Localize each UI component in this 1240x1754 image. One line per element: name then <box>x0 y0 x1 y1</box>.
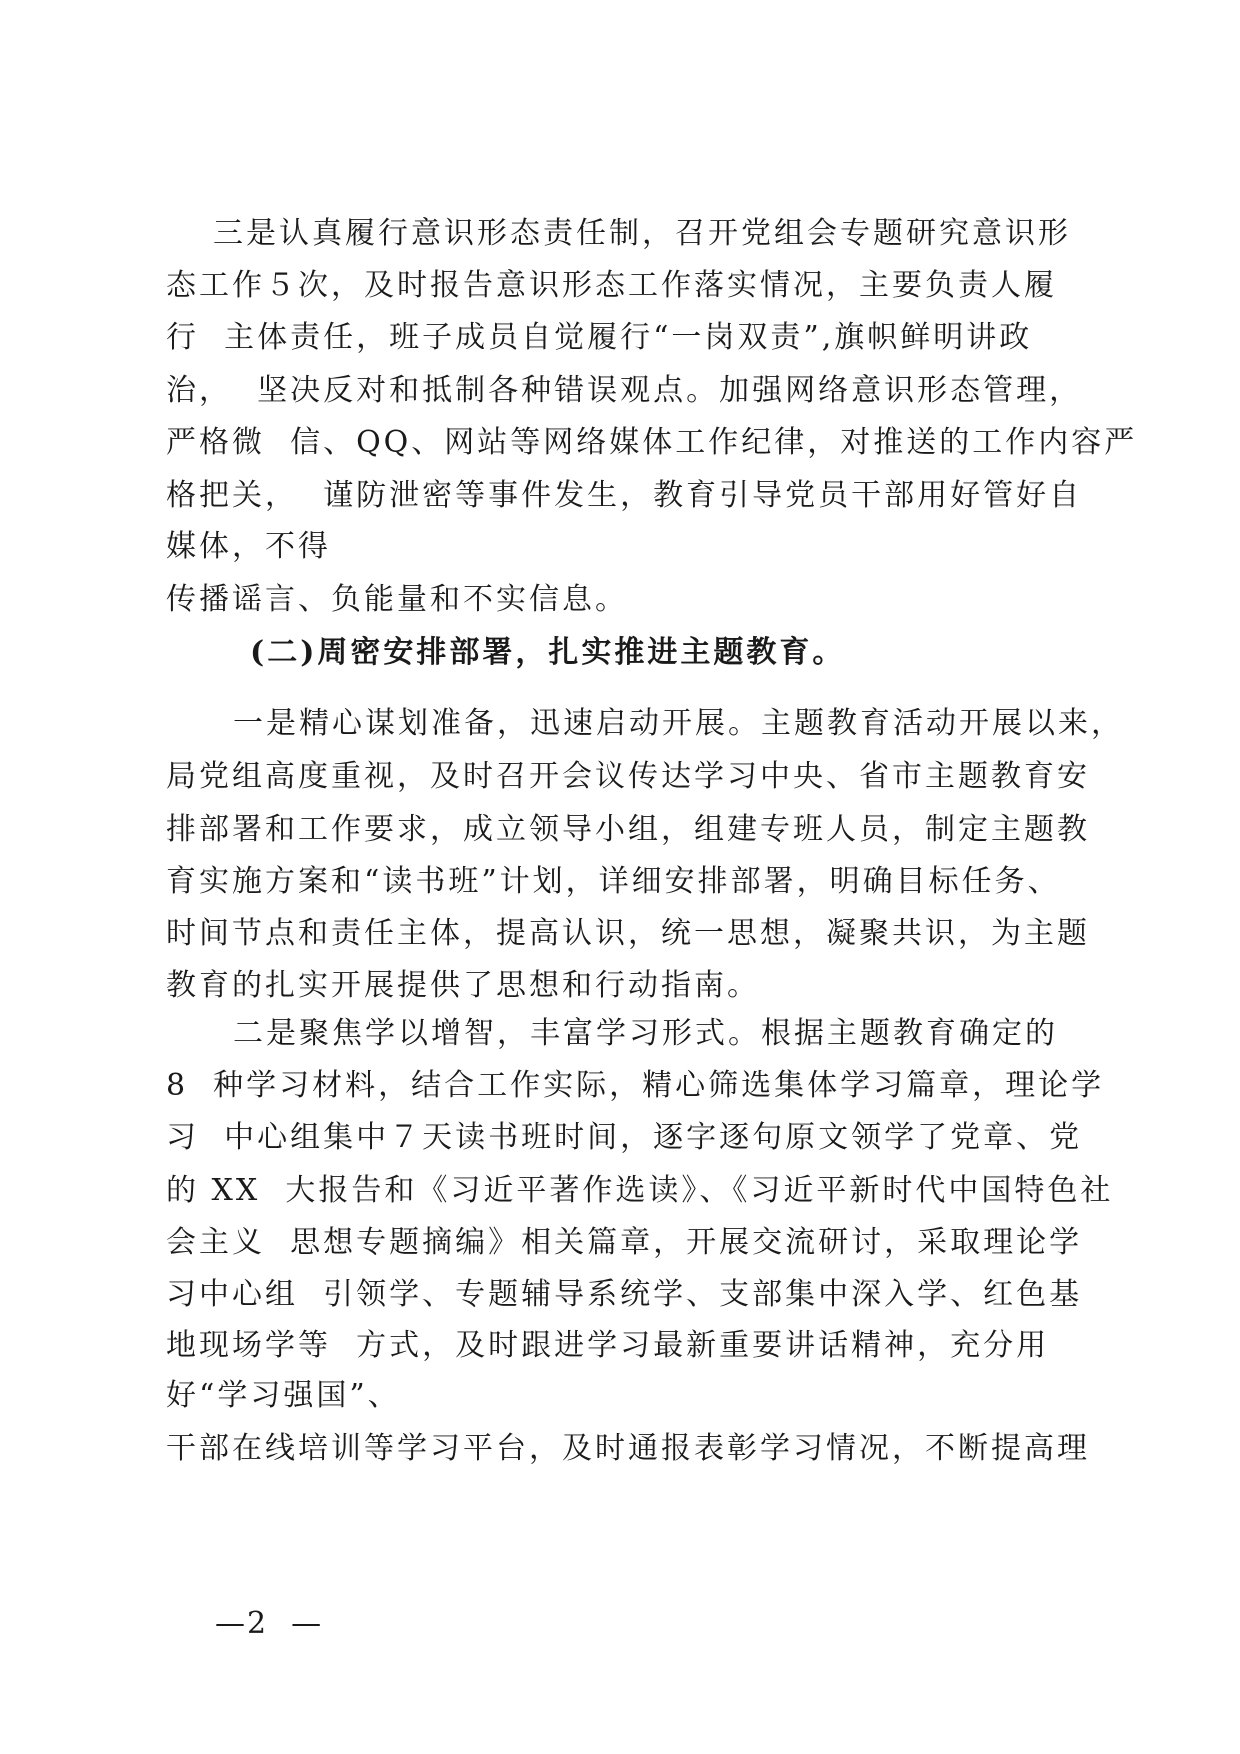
paragraph-3-line-7: 地现场学等 方式，及时跟进学习最新重要讲话精神，充分用 <box>166 1328 1050 1363</box>
paragraph-1-line-7: 媒体，不得 <box>166 529 331 564</box>
section-heading: (二)周密安排部署，扎实推进主题教育。 <box>250 635 846 670</box>
paragraph-1-line-8: 传播谣言、负能量和不实信息。 <box>166 582 628 617</box>
paragraph-1-line-3: 行 主体责任，班子成员自觉履行“一岗双责”,旗帜鲜明讲政 <box>166 320 1033 355</box>
paragraph-3-line-4: 的 XX 大报告和《习近平著作选读》、《习近平新时代中国特色社 <box>166 1173 1114 1208</box>
paragraph-2-line-3: 排部署和工作要求，成立领导小组，组建专班人员，制定主题教 <box>166 812 1090 847</box>
paragraph-2-line-2: 局党组高度重视，及时召开会议传达学习中央、省市主题教育安 <box>166 759 1090 794</box>
paragraph-1-line-4: 治， 坚决反对和抵制各种错误观点。加强网络意识形态管理， <box>166 373 1083 408</box>
paragraph-1-line-6: 格把关， 谨防泄密等事件发生，教育引导党员干部用好管好自 <box>166 478 1083 513</box>
paragraph-3-line-1: 二是聚焦学以增智，丰富学习形式。根据主题教育确定的 <box>233 1016 1058 1051</box>
paragraph-2-line-6: 教育的扎实开展提供了思想和行动指南。 <box>166 968 760 1003</box>
paragraph-2-line-5: 时间节点和责任主体，提高认识，统一思想，凝聚共识，为主题 <box>166 916 1090 951</box>
page-number: —2 — <box>215 1606 324 1641</box>
paragraph-3-line-3: 习 中心组集中７天读书班时间，逐字逐句原文领学了党章、党 <box>166 1120 1083 1155</box>
paragraph-2-line-1: 一是精心谋划准备，迅速启动开展。主题教育活动开展以来， <box>233 706 1124 741</box>
paragraph-3-line-5: 会主义 思想专题摘编》相关篇章，开展交流研讨，采取理论学 <box>166 1225 1083 1260</box>
paragraph-1-line-2: 态工作５次，及时报告意识形态工作落实情况，主要负责人履 <box>166 268 1057 303</box>
paragraph-1-line-1: 三是认真履行意识形态责任制，召开党组会专题研究意识形 <box>213 216 1071 251</box>
paragraph-2-line-4: 育实施方案和“读书班”计划，详细安排部署，明确目标任务、 <box>166 864 1061 899</box>
paragraph-1-line-5: 严格微 信、QQ、网站等网络媒体工作纪律，对推送的工作内容严 <box>166 425 1138 460</box>
paragraph-3-line-2: 8 种学习材料，结合工作实际，精心筛选集体学习篇章，理论学 <box>166 1068 1105 1103</box>
paragraph-3-line-8: 好“学习强国”、 <box>166 1378 401 1413</box>
paragraph-3-line-6: 习中心组 引领学、专题辅导系统学、支部集中深入学、红色基 <box>166 1277 1083 1312</box>
paragraph-3-line-9: 干部在线培训等学习平台，及时通报表彰学习情况，不断提高理 <box>166 1431 1090 1466</box>
